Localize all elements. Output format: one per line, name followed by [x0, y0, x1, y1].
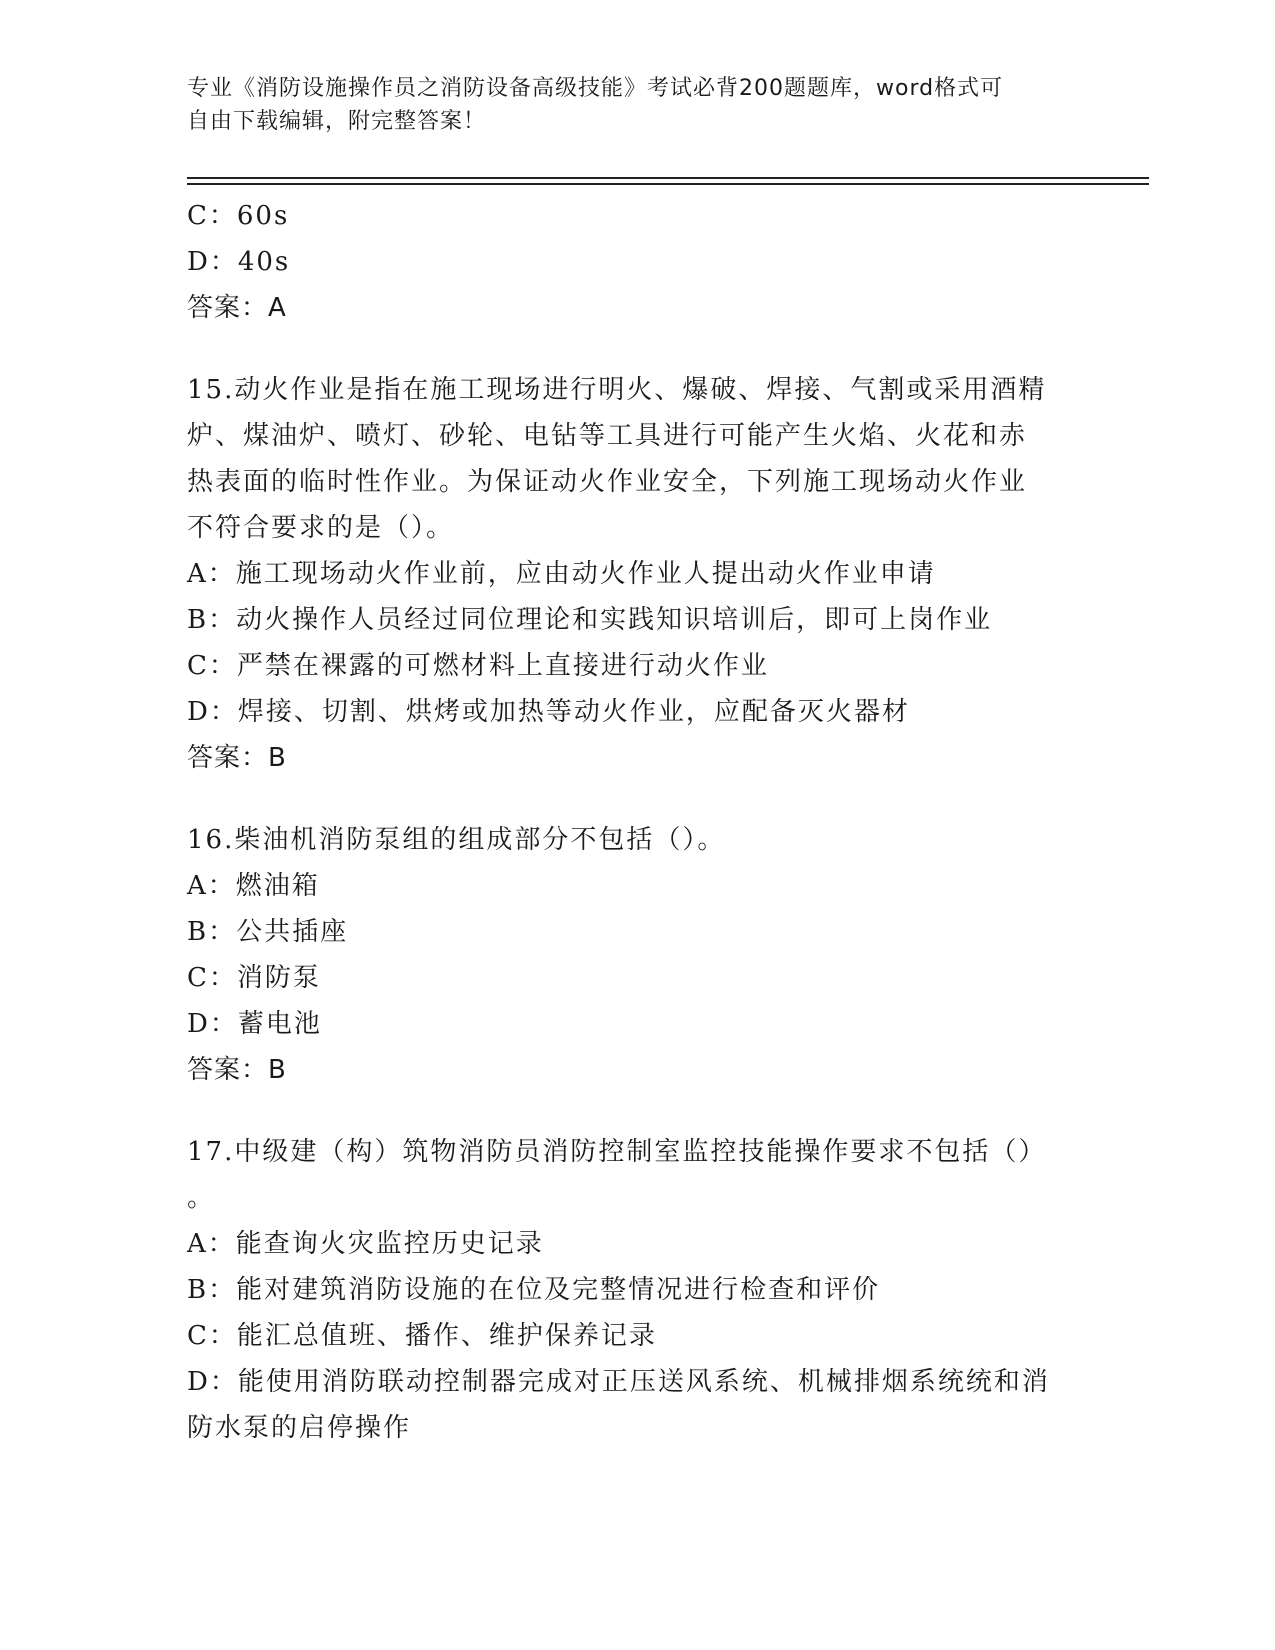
- option-d: D：焊接、切割、烘烤或加热等动火作业，应配备灭火器材: [187, 697, 910, 727]
- option-d: D：40s: [187, 247, 291, 277]
- prev-question: [187, 193, 1087, 331]
- option-d-line: D：能使用消防联动控制器完成对正压送风系统、机械排烟系统统和消: [187, 1367, 1050, 1397]
- question-17: [187, 1129, 1087, 1451]
- question-stem-line: 热表面的临时性作业。为保证动火作业安全，下列施工现场动火作业: [187, 467, 1028, 497]
- option-b: B：动火操作人员经过同位理论和实践知识培训后，即可上岗作业: [187, 605, 993, 635]
- option-a: A：施工现场动火作业前，应由动火作业人提出动火作业申请: [187, 559, 936, 589]
- option-b: B：能对建筑消防设施的在位及完整情况进行检查和评价: [187, 1275, 881, 1305]
- header-divider-bottom: [187, 183, 1149, 185]
- option-c: C：能汇总值班、播作、维护保养记录: [187, 1321, 657, 1351]
- answer: 答案：B: [187, 743, 287, 773]
- option-a: A：燃油箱: [187, 871, 320, 901]
- answer: 答案：B: [187, 1055, 287, 1085]
- option-b: B：公共插座: [187, 917, 349, 947]
- question-stem-line: 炉、煤油炉、喷灯、砂轮、电钻等工具进行可能产生火焰、火花和赤: [187, 421, 1028, 451]
- document-header: [187, 72, 1087, 138]
- question-15: [187, 367, 1087, 781]
- option-c: C：严禁在裸露的可燃材料上直接进行动火作业: [187, 651, 769, 681]
- option-c: C：消防泵: [187, 963, 321, 993]
- question-stem-line: 不符合要求的是（）。: [187, 513, 455, 543]
- header-line-1: 专业《消防设施操作员之消防设备高级技能》考试必背200题题库，word格式可: [187, 76, 1004, 101]
- question-stem-line: 15.动火作业是指在施工现场进行明火、爆破、焊接、气割或采用酒精: [187, 375, 1047, 405]
- option-d: D：蓄电池: [187, 1009, 322, 1039]
- question-stem-line: 。: [187, 1183, 216, 1213]
- question-stem-line: 17.中级建（构）筑物消防员消防控制室监控技能操作要求不包括（）: [187, 1137, 1047, 1167]
- option-d-line: 防水泵的启停操作: [187, 1413, 412, 1443]
- option-a: A：能查询火灾监控历史记录: [187, 1229, 544, 1259]
- document-body: [187, 193, 1087, 1451]
- question-16: [187, 817, 1087, 1093]
- question-stem: 16.柴油机消防泵组的组成部分不包括（）。: [187, 825, 726, 855]
- option-c: C：60s: [187, 201, 290, 231]
- answer: 答案：A: [187, 293, 287, 323]
- header-divider-top: [187, 177, 1149, 179]
- header-line-2: 自由下载编辑，附完整答案！: [187, 109, 487, 134]
